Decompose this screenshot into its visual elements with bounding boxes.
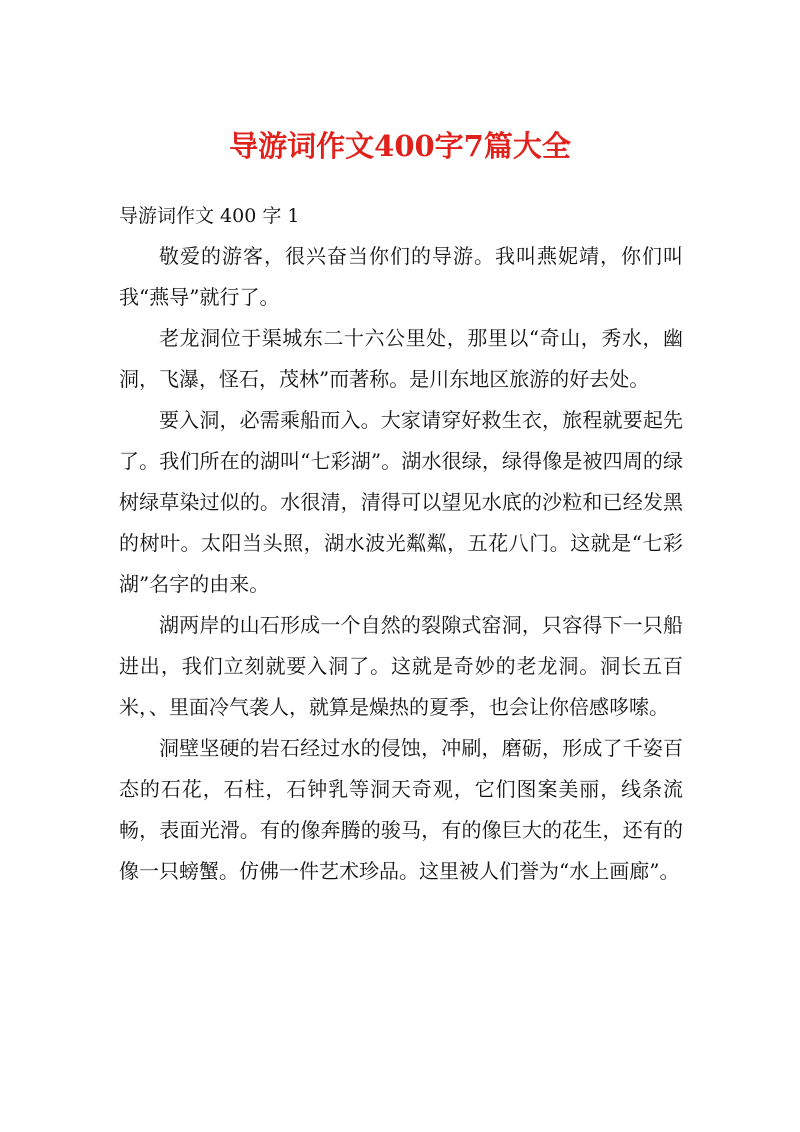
article-body	[119, 236, 683, 892]
paragraph-5: 洞壁坚硬的岩石经过水的侵蚀，冲刷，磨砺，形成了千姿百态的石花，石柱，石钟乳等洞天奇观，它们图案美丽，线条流畅，表面光滑。有的像奔腾的骏马，有的像巨大的花生，还有的像一只螃蟹。仿佛一件艺术珍品。这里被人们誉为“水上画廊”。	[119, 736, 683, 883]
paragraph-4: 湖两岸的山石形成一个自然的裂隙式窑洞，只容得下一只船进出，我们立刻就要入洞了。这就是奇妙的老龙洞。洞长五百米，、里面冷气袭人，就算是燥热的夏季，也会让你倍感哆嗦。	[119, 613, 683, 719]
paragraph-2: 老龙洞位于渠城东二十六公里处，那里以“奇山，秀水，幽洞，飞瀑，怪石，茂林”而著称。是川东地区旅游的好去处。	[119, 326, 683, 391]
document-title: 导游词作文400字7篇大全	[229, 129, 571, 163]
paragraph-3: 要入洞，必需乘船而入。大家请穿好救生衣，旅程就要起先了。我们所在的湖叫“七彩湖”。湖水很绿，绿得像是被四周的绿树绿草染过似的。水很清，清得可以望见水底的沙粒和已经发黑的树叶。太阳当头照，湖水波光粼粼，五花八门。这就是“七彩湖”名字的由来。	[119, 408, 683, 596]
paragraph-1: 敬爱的游客，很兴奋当你们的导游。我叫燕妮靖，你们叫我“燕导”就行了。	[119, 244, 683, 309]
section-heading: 导游词作文 400 字 1	[119, 205, 300, 227]
